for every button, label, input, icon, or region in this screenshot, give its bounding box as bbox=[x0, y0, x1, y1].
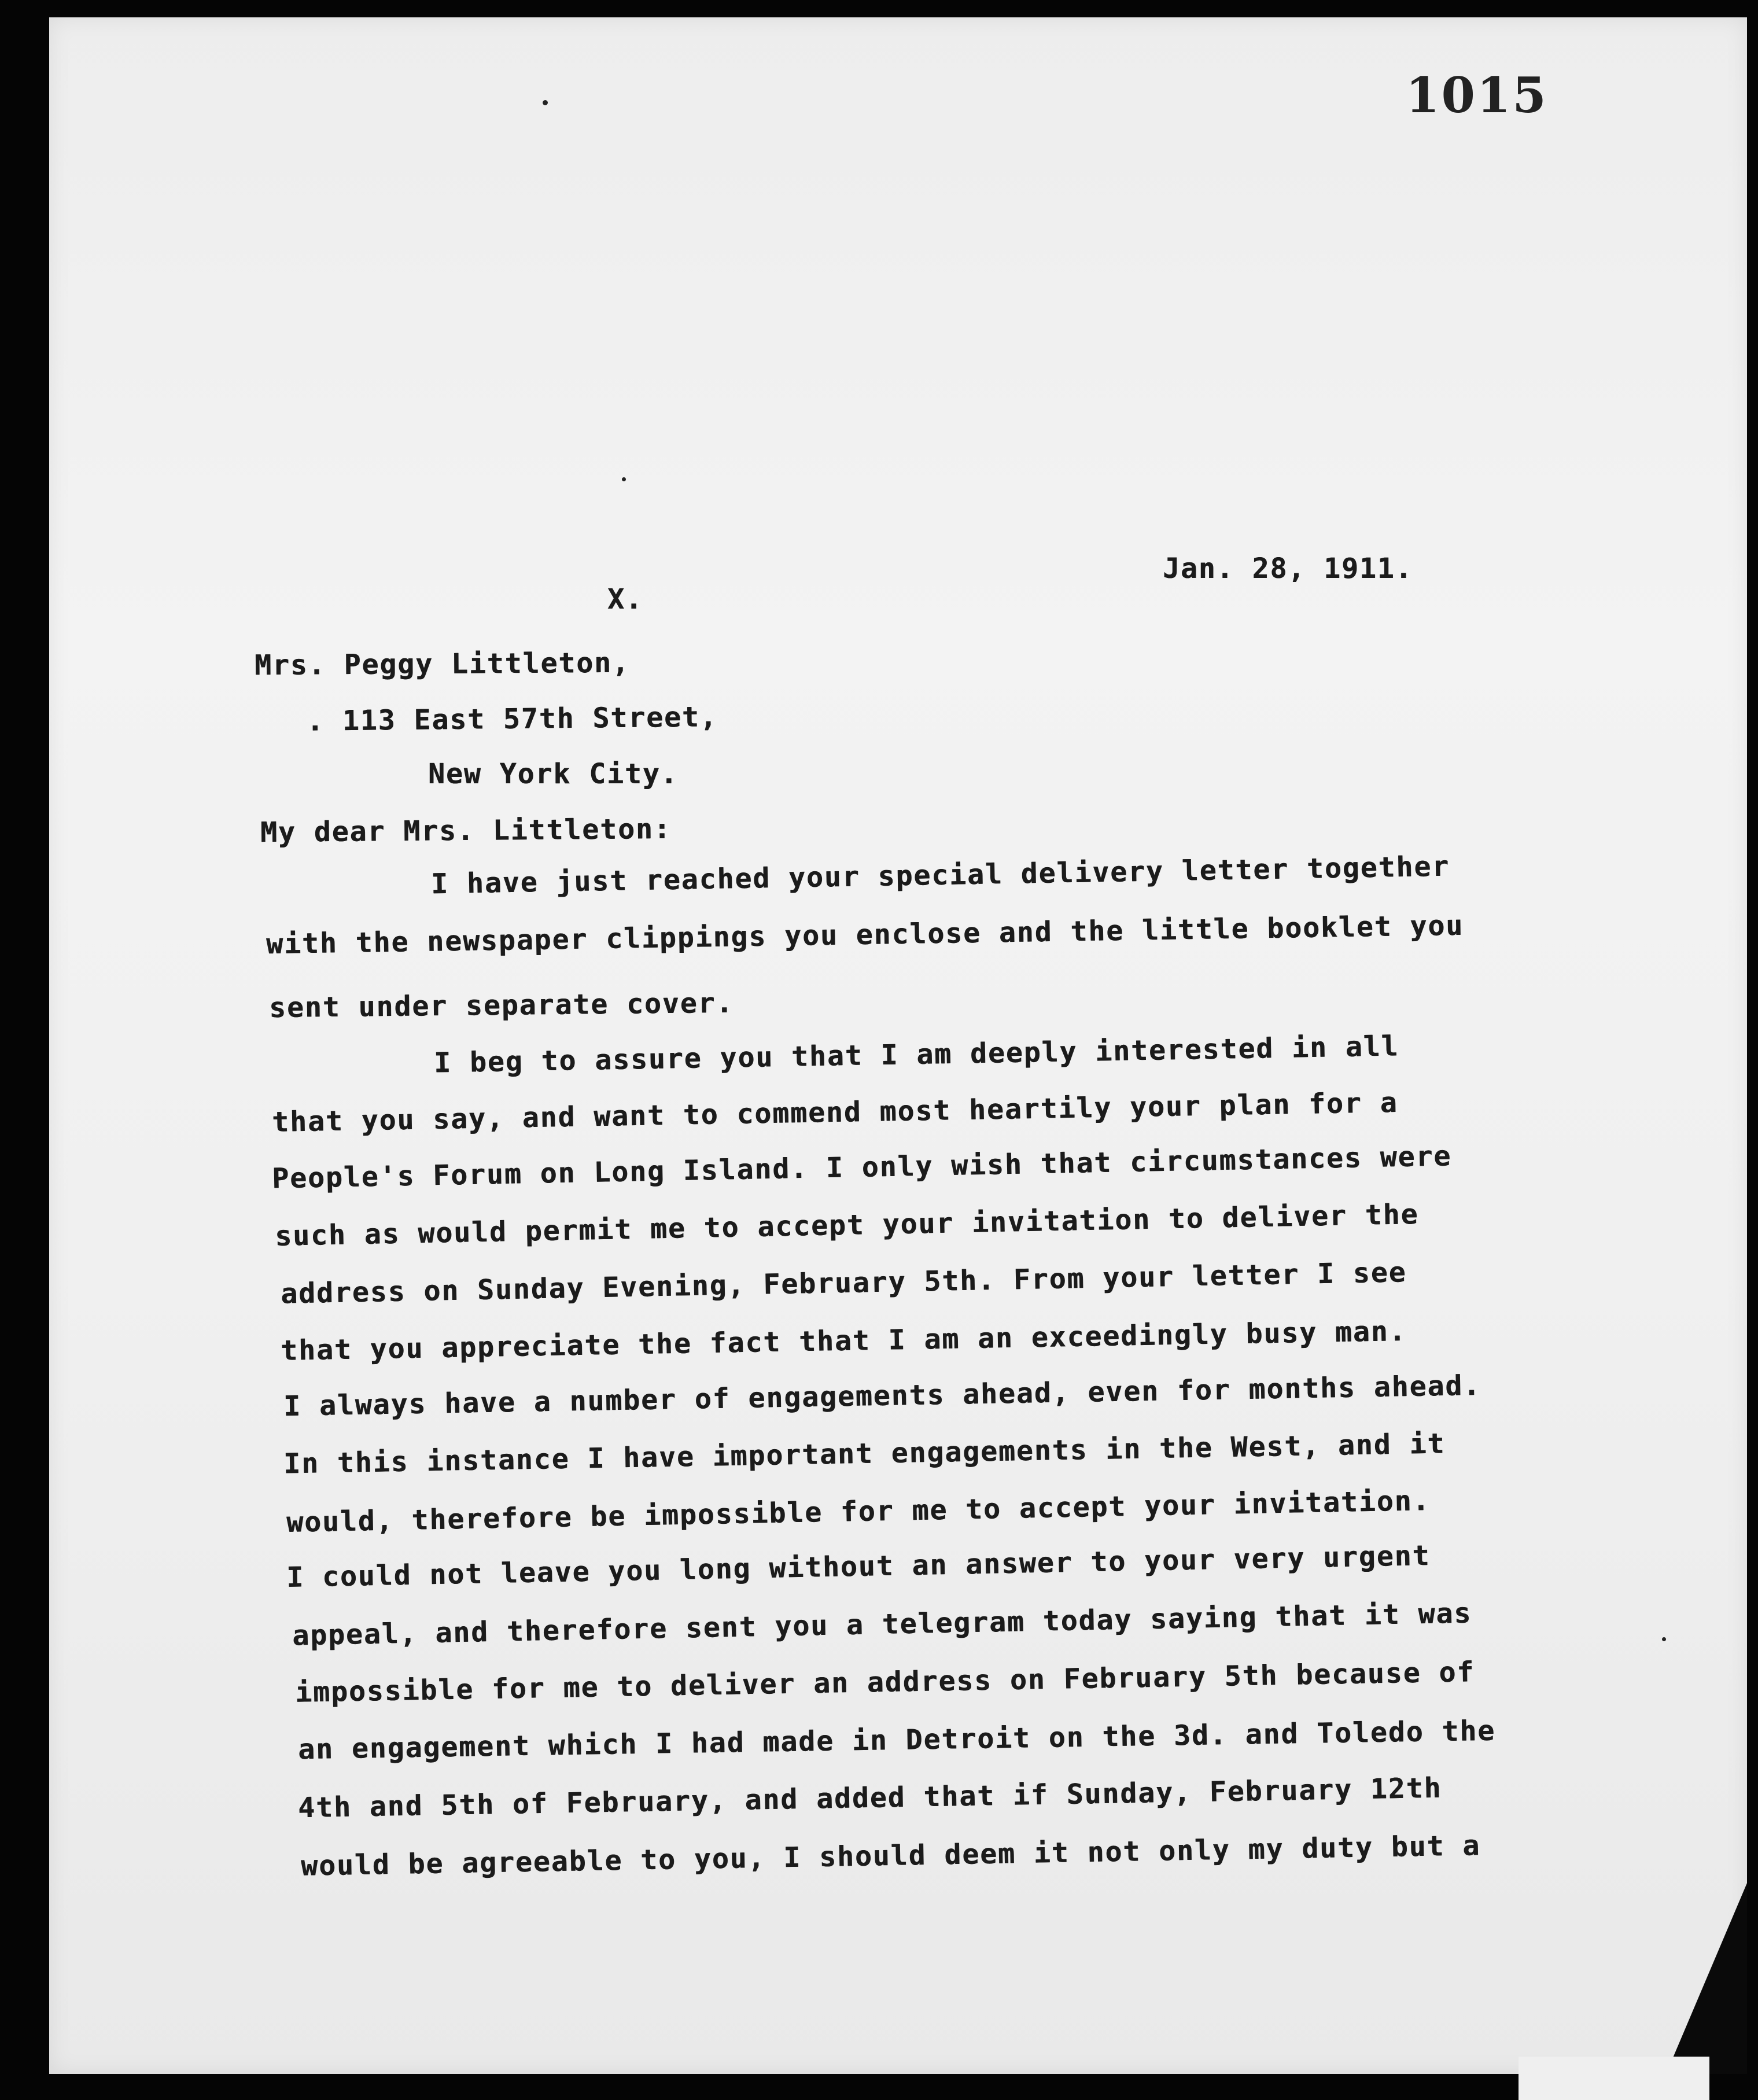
body-line: I have just reached your special delivery letter together bbox=[430, 850, 1450, 901]
body-line: impossible for me to deliver an address on February 5th because of bbox=[294, 1656, 1475, 1709]
file-mark: X. bbox=[607, 583, 643, 616]
ink-speck bbox=[1662, 1637, 1666, 1641]
body-line: I could not leave you long without an answer to your very urgent bbox=[286, 1539, 1431, 1594]
salutation: My dear Mrs. Littleton: bbox=[260, 812, 672, 849]
body-line: such as would permit me to accept your invitation to deliver the bbox=[274, 1198, 1419, 1252]
recipient-street: . 113 East 57th Street, bbox=[306, 701, 718, 738]
body-line: People's Forum on Long Island. I only wish that circumstances were bbox=[271, 1140, 1452, 1195]
page-corner-curl bbox=[1666, 1883, 1747, 2074]
body-line: I always have a number of engagements ahead, even for months ahead. bbox=[283, 1369, 1481, 1423]
body-line: In this instance I have important engagements in the West, and it bbox=[283, 1427, 1446, 1480]
ink-speck bbox=[622, 477, 626, 481]
recipient-city: New York City. bbox=[428, 758, 679, 790]
body-line: 4th and 5th of February, and added that if Sunday, February 12th bbox=[297, 1771, 1442, 1825]
body-line: with the newspaper clippings you enclose and the little booklet you bbox=[266, 909, 1464, 961]
page-number: 1015 bbox=[1406, 67, 1548, 124]
ink-speck bbox=[543, 100, 548, 105]
recipient-name: Mrs. Peggy Littleton, bbox=[254, 646, 631, 682]
body-line: address on Sunday Evening, February 5th. From your letter I see bbox=[280, 1256, 1407, 1310]
body-line: appeal, and therefore sent you a telegram today saying that it was bbox=[292, 1597, 1472, 1652]
letter-date: Jan. 28, 1911. bbox=[1163, 552, 1413, 585]
paper-tab bbox=[1519, 2057, 1709, 2100]
body-line: an engagement which I had made in Detroit on the 3d. and Toledo the bbox=[297, 1714, 1496, 1766]
body-line: would, therefore be impossible for me to accept your invitation. bbox=[286, 1484, 1431, 1539]
body-line: that you say, and want to commend most heartily your plan for a bbox=[271, 1086, 1398, 1139]
body-line: sent under separate cover. bbox=[268, 986, 734, 1025]
body-line: that you appreciate the fact that I am an exceedingly busy man. bbox=[280, 1315, 1407, 1367]
body-line: would be agreeable to you, I should deem it not only my duty but a bbox=[300, 1829, 1481, 1882]
body-line: I beg to assure you that I am deeply interested in all bbox=[433, 1030, 1399, 1080]
